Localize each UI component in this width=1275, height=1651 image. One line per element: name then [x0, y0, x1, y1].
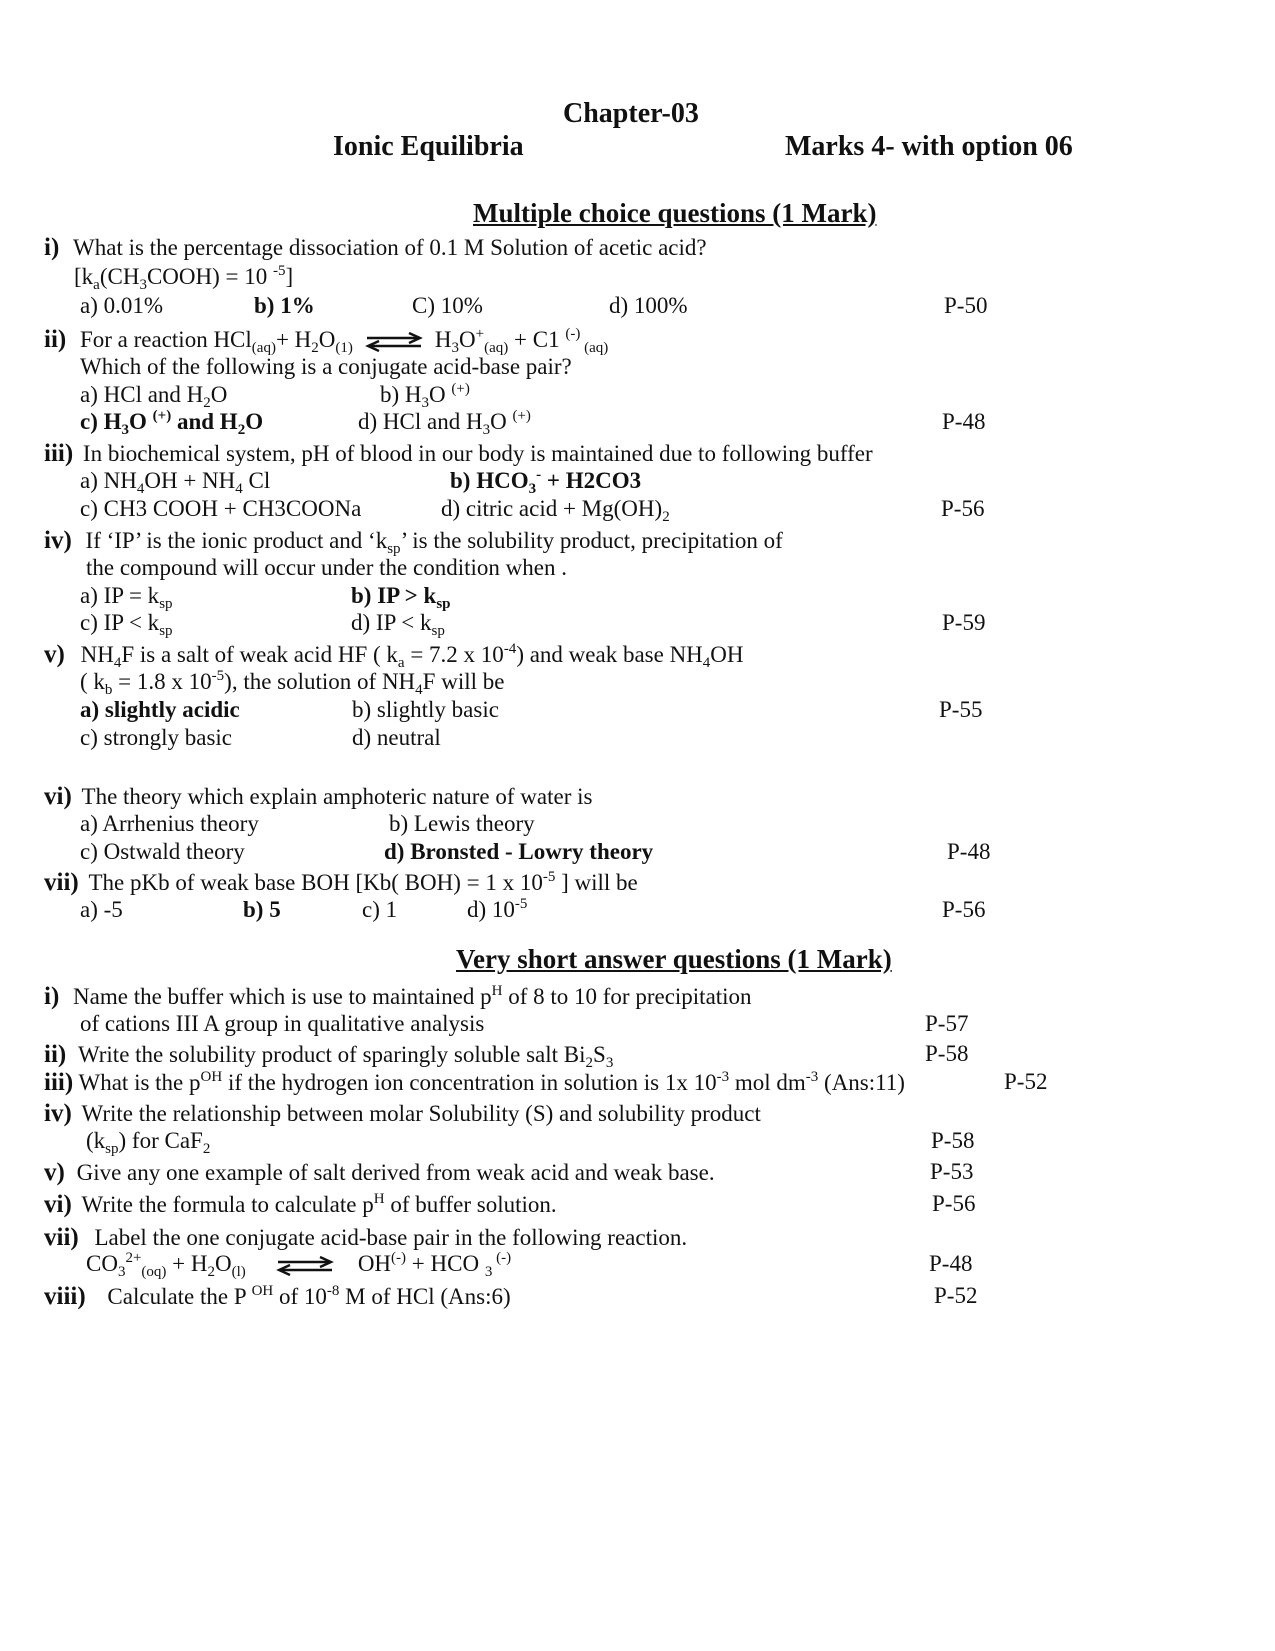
question-text: If ‘IP’ is the ionic product and ‘$k_{sp}$’ is the solubility product, precipitation of [85, 528, 783, 557]
vsa-section-title: Very short answer questions (1 Mark) [456, 944, 892, 974]
option-c: c) $H_3O$ (+) and $H_2O$ [80, 408, 264, 438]
option-d: d) HCl and $H_3O$ (+) [358, 408, 531, 438]
question-number: vii) [44, 1224, 79, 1251]
page-reference: P-52 [934, 1283, 978, 1308]
question-text: The pKb of weak base BOH [Kb( BOH) = 1 x $10^{-5}$ ] will be [88, 869, 638, 895]
vsa-q1 [44, 984, 752, 1009]
option-a: a) HCl and $H_2O$ [80, 382, 228, 411]
question-text: Calculate the P $^{OH}$ of $10^{-8}$ M of HCl (Ans:6) [107, 1283, 511, 1309]
page-reference: P-50 [944, 293, 988, 318]
option-d: d) neutral [352, 725, 441, 750]
mcq-q7 [44, 870, 638, 895]
mcq-q2 [44, 326, 609, 356]
question-text-line2: ( $k_b = 1.8$ x $10^{-5}$), the solution of $NH_4F$ will be [80, 668, 505, 698]
question-text: Write the solubility product of sparingly soluble salt $Bi_2S_3$ [77, 1042, 614, 1071]
question-text: Write the relationship between molar Solubility (S) and solubility product [81, 1101, 761, 1126]
question-number: vi) [44, 783, 72, 810]
mcq-q4 [44, 527, 783, 557]
page-reference: P-48 [929, 1251, 973, 1276]
page-reference: P-53 [930, 1159, 974, 1184]
mcq-q1 [44, 235, 707, 260]
option-b: b) $HCO_3^- + H2CO3$ [450, 467, 642, 497]
equilibrium-arrow-icon [276, 1256, 334, 1276]
vsa-q4 [44, 1101, 761, 1126]
page-reference: P-58 [931, 1128, 975, 1153]
question-text-line2: Which of the following is a conjugate acid-base pair? [80, 354, 572, 379]
page-reference: P-52 [1004, 1069, 1048, 1094]
option-c: c) 1 [362, 897, 398, 922]
question-text-line2: $(k_{sp})$ for CaF$_2$ [86, 1128, 211, 1157]
option-c: C) 10% [412, 293, 483, 318]
option-b: b) 1% [254, 293, 315, 318]
question-number: iii) [44, 1069, 74, 1096]
question-number: viii) [44, 1283, 86, 1310]
question-text: Give any one example of salt derived from weak acid and weak base. [76, 1160, 715, 1185]
mcq-q5 [44, 641, 744, 671]
question-number: i) [44, 234, 60, 261]
option-a: a) Arrhenius theory [80, 811, 259, 836]
question-text: Label the one conjugate acid-base pair in the following reaction. [94, 1225, 688, 1250]
question-number: v) [44, 1159, 65, 1186]
question-text: For a reaction $HCl_{(aq)}+ H_2O_{(1)}$ $H_3O^+_{(aq)} + C1$ (-) $_{(aq)}$ [79, 326, 609, 356]
question-text: What is the $p^{OH}$ if the hydrogen ion concentration in solution is 1x $10^{-3}$ mol $dm^{-3}$ (Ans:11) [78, 1069, 905, 1095]
chapter-title: Chapter-03 [563, 98, 699, 129]
vsa-q6 [44, 1192, 557, 1217]
option-b: b) IP > $k_{sp}$ [351, 583, 451, 612]
option-b: b) 5 [243, 897, 281, 922]
mcq-q3 [44, 441, 873, 466]
option-b: b) Lewis theory [389, 811, 535, 836]
question-text: The theory which explain amphoteric nature of water is [81, 784, 593, 809]
vsa-q2 [44, 1041, 614, 1071]
option-c: c) strongly basic [80, 725, 233, 750]
option-a: a) $NH_4OH + NH_4$ Cl [80, 468, 271, 497]
reaction-equation: $CO_3^{2+}_{(oq)} + H_2O_{(l)}$ OH(-) + HCO $_3$ (-) [86, 1250, 512, 1280]
subject-title: Ionic Equilibria [333, 131, 524, 162]
question-text: $NH_4F$ is a salt of weak acid HF ( $k_a = 7.2$ x $10^{-4}$) and weak base $NH_4OH$ [80, 641, 744, 671]
question-text-line2: of cations III A group in qualitative analysis [80, 1011, 485, 1036]
question-number: vii) [44, 869, 79, 896]
page-reference: P-48 [942, 409, 986, 434]
option-d: d) Bronsted - Lowry theory [384, 839, 654, 864]
option-c: c) IP < $k_{sp}$ [80, 610, 173, 639]
option-a: a) slightly acidic [80, 697, 240, 722]
page-reference: P-56 [941, 496, 985, 521]
question-number: iv) [44, 1100, 72, 1127]
question-text-line2: the compound will occur under the condition when . [86, 555, 567, 580]
page-reference: P-57 [925, 1011, 969, 1036]
option-a: a) 0.01% [80, 293, 164, 318]
question-number: iii) [44, 440, 74, 467]
page-reference: P-56 [942, 897, 986, 922]
page-reference: P-56 [932, 1191, 976, 1216]
mcq-section-title: Multiple choice questions (1 Mark) [473, 198, 877, 228]
page-reference: P-48 [947, 839, 991, 864]
question-number: ii) [44, 326, 67, 353]
mcq-q1-given: [$k_a(CH_3COOH) = 10$ $^{-5}$] [74, 263, 294, 293]
option-a: a) -5 [80, 897, 123, 922]
option-d: d) $10^{-5}$ [467, 896, 528, 922]
page-reference: P-59 [942, 610, 986, 635]
question-number: v) [44, 641, 65, 668]
question-text: Name the buffer which is use to maintained $p^H$ of 8 to 10 for precipitation [73, 983, 752, 1009]
option-c: c) CH3 COOH + CH3COONa [80, 496, 362, 521]
vsa-q5 [44, 1160, 715, 1185]
question-number: ii) [44, 1041, 67, 1068]
question-number: iv) [44, 527, 72, 554]
mcq-q6 [44, 784, 592, 809]
option-b: b) $H_3O$ (+) [380, 381, 470, 411]
marks-label: Marks 4- with option 06 [785, 131, 1073, 162]
option-d: d) citric acid + $Mg(OH)_2$ [441, 496, 670, 525]
question-text: Write the formula to calculate $p^H$ of buffer solution. [81, 1191, 557, 1217]
vsa-q7 [44, 1225, 687, 1250]
question-text: What is the percentage dissociation of 0.1 M Solution of acetic acid? [73, 235, 707, 260]
vsa-q8 [44, 1284, 511, 1309]
option-b: b) slightly basic [352, 697, 499, 722]
page-reference: P-55 [939, 697, 983, 722]
equilibrium-arrow-icon [365, 332, 423, 352]
option-c: c) Ostwald theory [80, 839, 245, 864]
option-d: d) IP < $k_{sp}$ [351, 610, 445, 639]
page-reference: P-58 [925, 1041, 969, 1066]
question-text: In biochemical system, pH of blood in our body is maintained due to following buffer [82, 441, 873, 466]
option-d: d) 100% [609, 293, 688, 318]
question-number: vi) [44, 1191, 72, 1218]
option-a: a) IP = $k_{sp}$ [80, 583, 173, 612]
question-number: i) [44, 983, 60, 1010]
vsa-q3 [44, 1070, 905, 1095]
